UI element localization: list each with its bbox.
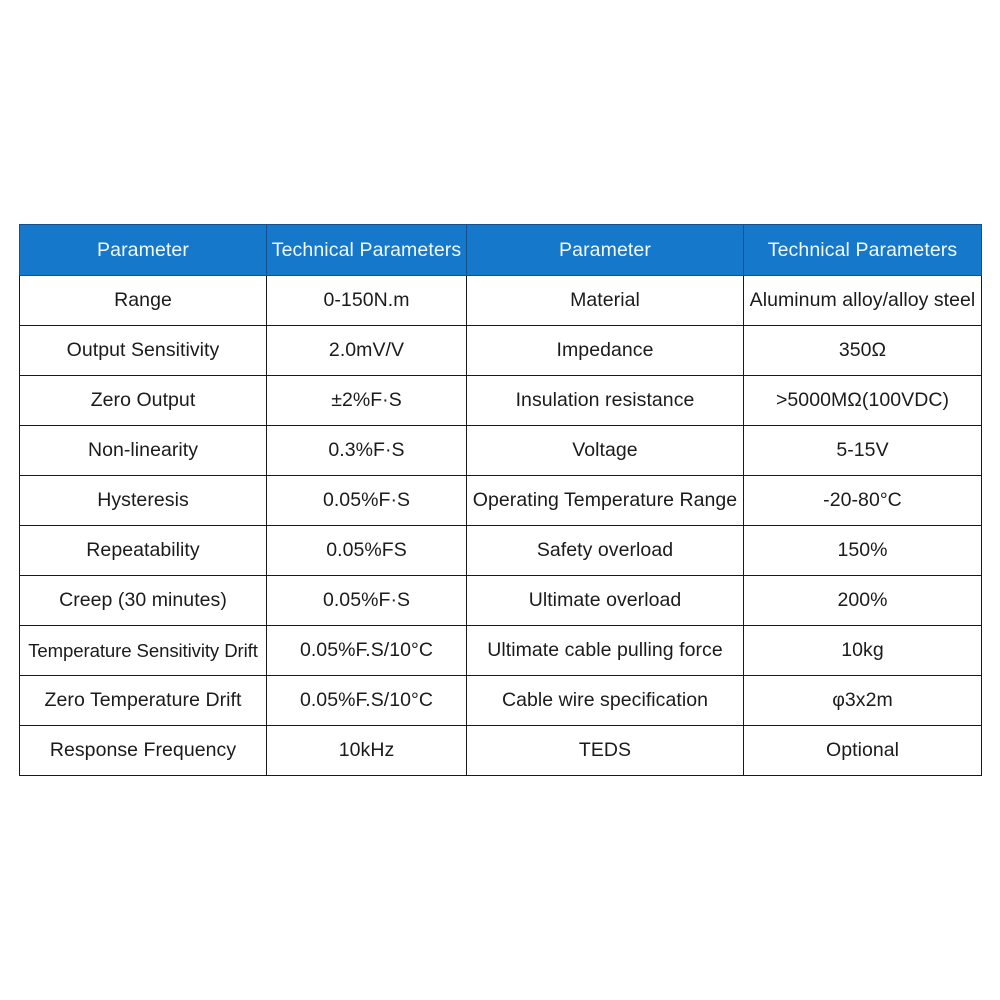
table-row bbox=[20, 576, 982, 626]
table-row bbox=[20, 626, 982, 676]
table-row bbox=[20, 426, 982, 476]
cell-parameter-left: Hysteresis bbox=[20, 476, 267, 526]
cell-parameter-left: Creep (30 minutes) bbox=[20, 576, 267, 626]
column-header-parameter-right: Parameter bbox=[467, 225, 744, 276]
cell-value-right: 150% bbox=[744, 526, 982, 576]
table-row bbox=[20, 376, 982, 426]
table-header-row bbox=[20, 225, 982, 276]
table-row bbox=[20, 476, 982, 526]
column-header-technical-parameters-right: Technical Parameters bbox=[744, 225, 982, 276]
cell-parameter-right: TEDS bbox=[467, 726, 744, 776]
cell-value-left: 10kHz bbox=[267, 726, 467, 776]
cell-value-left: 0.3%F·S bbox=[267, 426, 467, 476]
cell-value-left: 0.05%FS bbox=[267, 526, 467, 576]
cell-parameter-right: Material bbox=[467, 276, 744, 326]
column-header-technical-parameters-left: Technical Parameters bbox=[267, 225, 467, 276]
table-row bbox=[20, 276, 982, 326]
table-row bbox=[20, 726, 982, 776]
cell-value-right: Optional bbox=[744, 726, 982, 776]
cell-parameter-right: Voltage bbox=[467, 426, 744, 476]
cell-value-left: 0-150N.m bbox=[267, 276, 467, 326]
cell-parameter-right: Impedance bbox=[467, 326, 744, 376]
table-row bbox=[20, 676, 982, 726]
table-body bbox=[20, 276, 982, 776]
cell-value-right: 200% bbox=[744, 576, 982, 626]
cell-value-right: 350Ω bbox=[744, 326, 982, 376]
cell-parameter-left: Temperature Sensitivity Drift bbox=[20, 626, 267, 676]
cell-value-right: φ3x2m bbox=[744, 676, 982, 726]
spec-table-container bbox=[19, 224, 981, 776]
cell-parameter-right: Ultimate cable pulling force bbox=[467, 626, 744, 676]
technical-specifications-table bbox=[19, 224, 982, 776]
cell-parameter-left: Range bbox=[20, 276, 267, 326]
cell-value-right: 10kg bbox=[744, 626, 982, 676]
cell-value-left: ±2%F·S bbox=[267, 376, 467, 426]
cell-parameter-left: Zero Output bbox=[20, 376, 267, 426]
cell-parameter-left: Output Sensitivity bbox=[20, 326, 267, 376]
cell-parameter-right: Operating Temperature Range bbox=[467, 476, 744, 526]
cell-parameter-right: Insulation resistance bbox=[467, 376, 744, 426]
cell-value-right: -20-80°C bbox=[744, 476, 982, 526]
cell-value-left: 2.0mV/V bbox=[267, 326, 467, 376]
cell-value-left: 0.05%F·S bbox=[267, 576, 467, 626]
cell-parameter-left: Response Frequency bbox=[20, 726, 267, 776]
table-row bbox=[20, 326, 982, 376]
cell-parameter-left: Repeatability bbox=[20, 526, 267, 576]
table-header bbox=[20, 225, 982, 276]
cell-parameter-right: Safety overload bbox=[467, 526, 744, 576]
cell-value-left: 0.05%F·S bbox=[267, 476, 467, 526]
cell-value-left: 0.05%F.S/10°C bbox=[267, 626, 467, 676]
cell-value-right: >5000MΩ(100VDC) bbox=[744, 376, 982, 426]
cell-parameter-right: Ultimate overload bbox=[467, 576, 744, 626]
column-header-parameter-left: Parameter bbox=[20, 225, 267, 276]
table-row bbox=[20, 526, 982, 576]
cell-value-right: 5-15V bbox=[744, 426, 982, 476]
cell-parameter-left: Zero Temperature Drift bbox=[20, 676, 267, 726]
cell-value-right: Aluminum alloy/alloy steel bbox=[744, 276, 982, 326]
cell-parameter-left: Non-linearity bbox=[20, 426, 267, 476]
cell-value-left: 0.05%F.S/10°C bbox=[267, 676, 467, 726]
cell-parameter-right: Cable wire specification bbox=[467, 676, 744, 726]
